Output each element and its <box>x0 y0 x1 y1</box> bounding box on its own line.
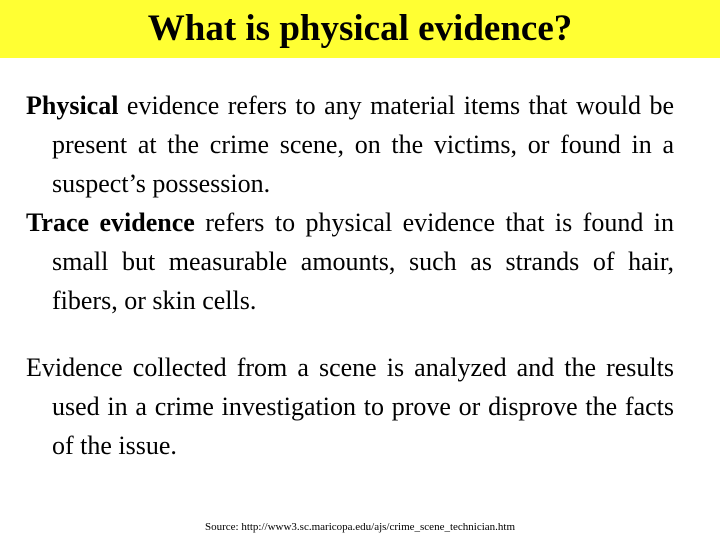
title-bar <box>0 0 720 58</box>
evidence-analysis-paragraph: Evidence collected from a scene is analyzed and the results used in a crime investigation to prove or disprove the facts of the issue. <box>26 353 674 460</box>
physical-definition-text: evidence refers to any material items that would be present at the crime scene, on the victims, or found in a suspect’s possession. <box>52 91 674 198</box>
definitions-block <box>26 86 674 320</box>
analysis-block <box>26 348 674 465</box>
slide-title: What is physical evidence? <box>147 7 573 49</box>
trace-evidence-term: Trace evidence <box>26 208 195 237</box>
trace-evidence-definition <box>26 203 674 320</box>
trace-definition-text: refers to physical evidence that is found in small but measurable amounts, such as strands of hair, fibers, or skin cells. <box>52 208 675 315</box>
source-citation: Source: http://www3.sc.maricopa.edu/ajs/crime_scene_technician.htm <box>204 521 516 533</box>
physical-evidence-definition <box>26 86 674 203</box>
physical-term: Physical <box>26 91 119 120</box>
